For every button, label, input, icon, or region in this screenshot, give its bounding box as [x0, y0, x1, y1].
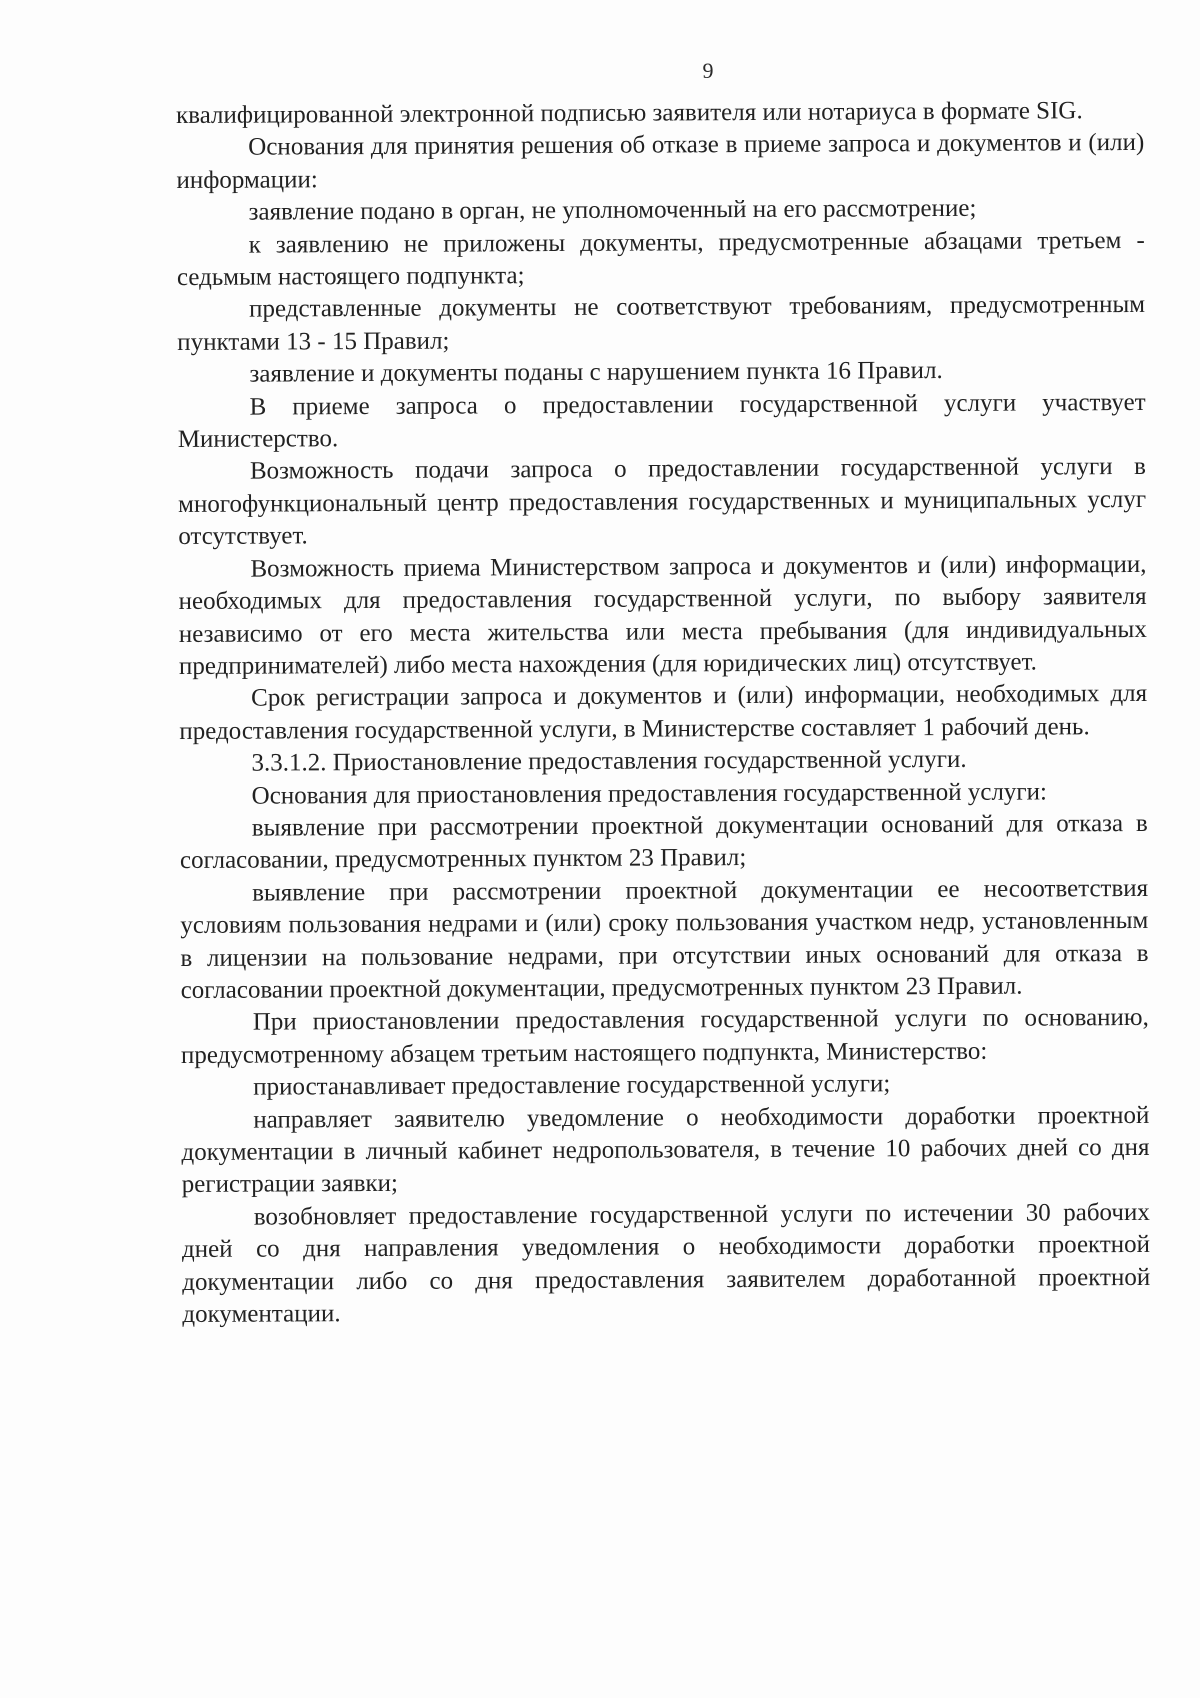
page-number: 9 [702, 58, 714, 83]
paragraph: В приеме запроса о предоставлении государственной услуги участвует Министерство. [177, 388, 1146, 454]
body-text [176, 95, 1150, 1331]
paragraph: Основания для приостановления предоставления государственной услуги: [251, 777, 1048, 810]
paragraph: к заявлению не приложены документы, предусмотренные абзацами третьем - седьмым настоящего подпункта; [176, 226, 1145, 292]
paragraph: выявление при рассмотрении проектной документации оснований для отказа в согласовании, предусмотренных пунктом 23 Правил; [179, 809, 1148, 875]
paragraph: Возможность подачи запроса о предоставлении государственной услуги в многофункциональный центр предоставления государственных и муниципальных услуг отсутствует. [178, 453, 1147, 551]
paragraph: представленные документы не соответствуют требованиям, предусмотренным пунктами 13 - 15 Правил; [177, 291, 1146, 356]
paragraph: возобновляет предоставление государственной услуги по истечении 30 рабочих дней со дня направления уведомления о необходимости доработки проектной документации либо со дня предоставления заявителем доработанной проектной документации. [181, 1198, 1151, 1329]
paragraph: Срок регистрации запроса и документов и (или) информации, необходимых для предоставления государственной услуги, в Министерстве составляет 1 рабочий день. [179, 680, 1148, 745]
paragraph: Основания для принятия решения об отказе в приеме запроса и документов и (или) информации: [176, 129, 1145, 194]
paragraph: заявление подано в орган, не уполномоченный на его рассмотрение; [248, 195, 977, 226]
paragraph: 3.3.1.2. Приостановление предоставления государственной услуги. [251, 745, 967, 777]
paragraph: При приостановлении предоставления государственной услуги по основанию, предусмотренному абзацем третьим настоящего подпункта, Министерство: [180, 1004, 1149, 1069]
paragraph: приостанавливает предоставление государственной услуги; [253, 1070, 891, 1101]
paragraph: выявление при рассмотрении проектной документации ее несоответствия условиям пользования недрами и (или) сроку пользования участком недр, установленным в лицензии на пользование недрами, при отсутствии иных оснований для отказа в согласовании проектной документации, предусмотренных пунктом 23 Правил. [180, 874, 1149, 1004]
paragraph: заявление и документы поданы с нарушением пункта 16 Правил. [249, 357, 943, 388]
paragraph: Возможность приема Министерством запроса и документов и (или) информации, необходимых для предоставления государственной услуги, по выбору заявителя независимо от его места жительства или места пребывания (для индивидуальных предпринимателей) либо места нахождения (для юридических лиц) отсутствует. [178, 550, 1147, 680]
paragraph: квалифицированной электронной подписью заявителя или нотариуса в формате SIG. [176, 97, 1083, 129]
paragraph: направляет заявителю уведомление о необходимости доработки проектной документации в личный кабинет недропользователя, в течение 10 рабочих дней со дня регистрации заявки; [181, 1101, 1150, 1199]
